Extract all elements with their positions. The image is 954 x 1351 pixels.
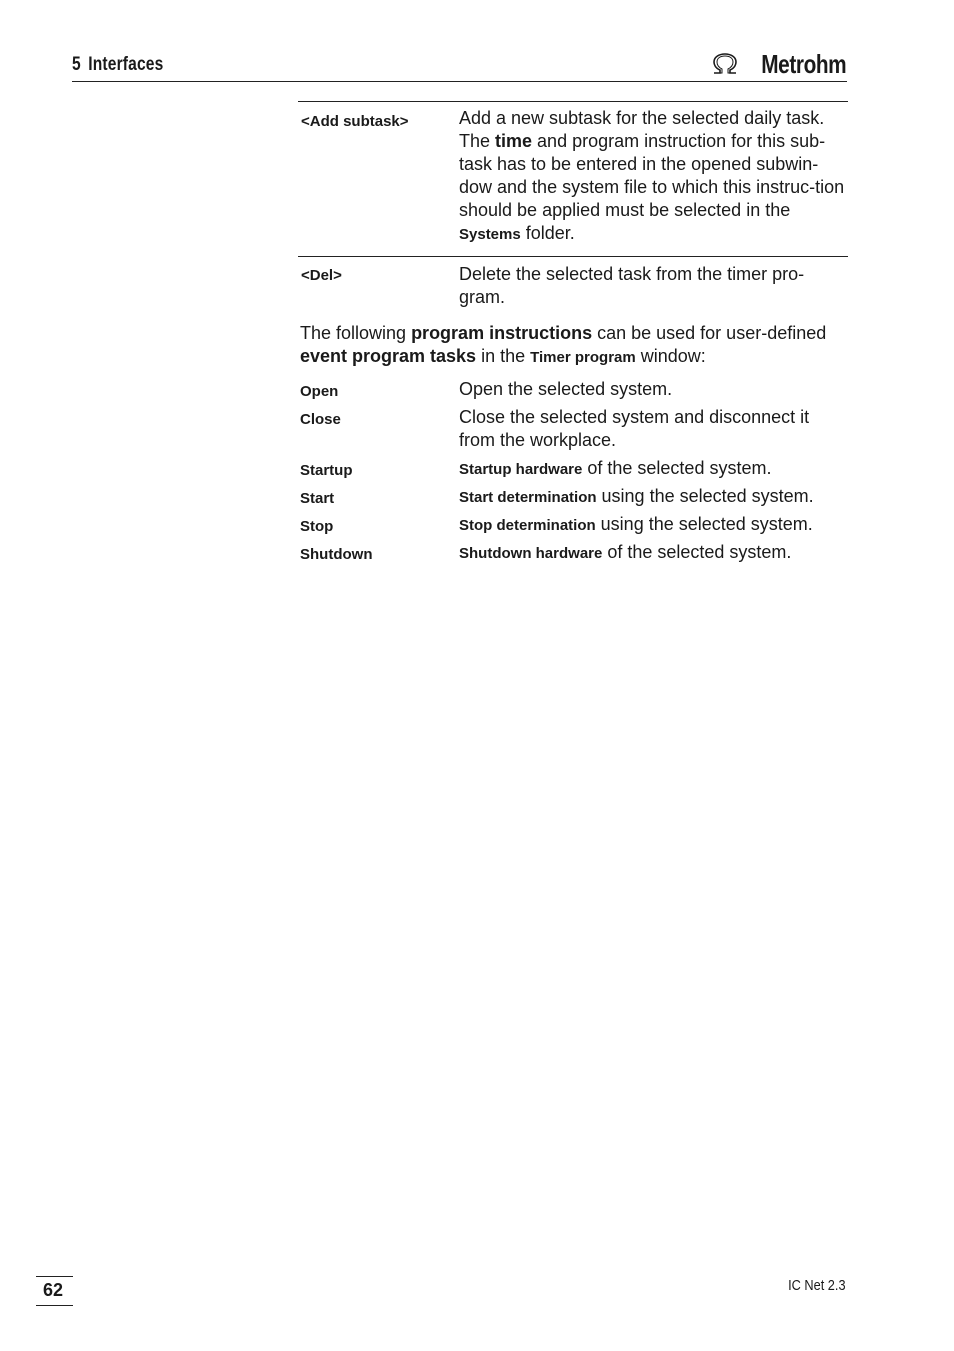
chapter-title: Interfaces <box>88 54 164 75</box>
para-text: can be used for user-defined <box>592 323 827 343</box>
definition-table <box>298 101 848 317</box>
desc-text: Add a new subtask for the selected daily task. The <box>459 108 825 151</box>
instruction-term: Open <box>300 383 339 400</box>
list-item <box>300 406 846 457</box>
instruction-description <box>459 457 846 481</box>
instruction-description: Open the selected system. <box>459 379 673 399</box>
definition-term: <Add subtask> <box>301 113 409 130</box>
instruction-term: Shutdown <box>300 546 373 563</box>
para-text: in the <box>476 346 531 366</box>
para-text: The following <box>300 323 412 343</box>
para-text: window: <box>635 346 706 366</box>
brand-logo <box>710 50 846 78</box>
list-item <box>300 513 846 541</box>
instruction-text: using the selected system. <box>595 514 813 534</box>
para-bold: program instructions <box>411 323 593 343</box>
page-number: 62 <box>43 1280 64 1300</box>
instruction-description <box>459 541 846 565</box>
desc-systems-label: Systems <box>459 226 521 243</box>
instruction-lead: Start determination <box>459 489 597 506</box>
list-item <box>300 541 846 569</box>
instruction-term: Startup <box>300 462 353 479</box>
definition-description <box>459 102 848 246</box>
instruction-text: of the selected system. <box>582 458 772 478</box>
instruction-text: of the selected system. <box>602 542 792 562</box>
instruction-description: Close the selected system and disconnect it from the workplace. <box>459 407 810 450</box>
desc-text: and program instruction for this sub-task has to be entered in the opened subwin-dow and the system file to which this instruc-tion should be applied must be selected in the <box>459 131 845 220</box>
instruction-lead: Stop determination <box>459 517 596 534</box>
brand-name: Metrohm <box>760 48 846 79</box>
definition-term: <Del> <box>301 267 342 284</box>
instruction-lead: Startup hardware <box>459 461 583 478</box>
omega-icon <box>710 52 740 76</box>
para-window-label: Timer program <box>530 349 636 366</box>
header-divider <box>72 81 847 82</box>
instruction-term: Stop <box>300 518 334 535</box>
document-name: IC Net 2.3 <box>788 1277 846 1294</box>
instruction-term: Close <box>300 411 341 428</box>
instruction-list <box>300 378 846 569</box>
definition-row <box>298 101 848 256</box>
desc-bold-time: time <box>495 131 533 151</box>
instruction-description <box>459 513 846 537</box>
desc-text: folder. <box>520 223 575 243</box>
chapter-heading <box>72 54 163 76</box>
instruction-description <box>459 485 846 509</box>
instruction-lead: Shutdown hardware <box>459 545 603 562</box>
para-bold: event program tasks <box>300 346 477 366</box>
instruction-term: Start <box>300 490 335 507</box>
list-item <box>300 485 846 513</box>
chapter-number: 5 <box>72 54 81 75</box>
definition-row <box>298 256 848 317</box>
instruction-text: using the selected system. <box>596 486 814 506</box>
list-item <box>300 457 846 485</box>
intro-paragraph <box>300 322 846 369</box>
list-item <box>300 378 846 406</box>
page-number-box <box>36 1276 73 1306</box>
definition-description: Delete the selected task from the timer pro-gram. <box>459 264 805 307</box>
page-header <box>72 48 846 82</box>
